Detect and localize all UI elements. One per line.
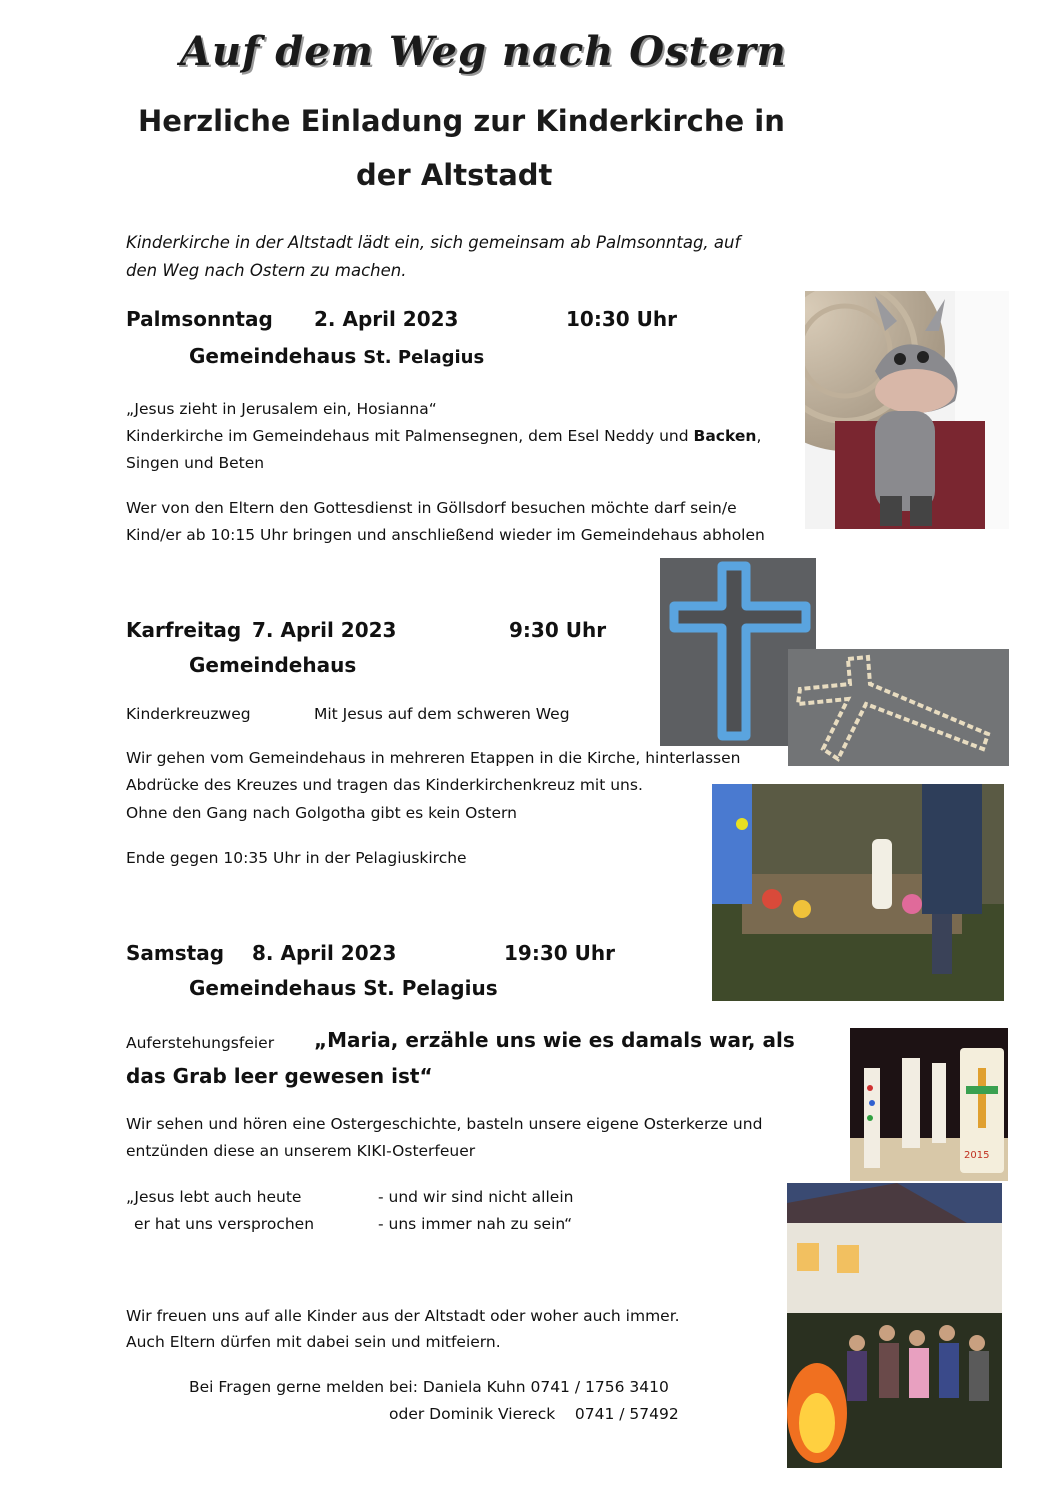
palmsonntag-venue bbox=[189, 344, 484, 368]
karfreitag-desc-3: Ohne den Gang nach Golgotha gibt es kein Ostern bbox=[126, 804, 517, 822]
easter-candles-photo bbox=[850, 1028, 1008, 1181]
desc-comma: , bbox=[756, 427, 762, 445]
venue-name: Gemeindehaus bbox=[189, 344, 357, 368]
subtitle-line-2: der Altstadt bbox=[356, 158, 553, 192]
palmsonntag-desc-line-2: Singen und Beten bbox=[126, 454, 265, 472]
samstag-motto-1: „Maria, erzähle uns wie es damals war, als bbox=[314, 1028, 795, 1052]
candle-year: 2015 bbox=[964, 1150, 990, 1161]
karfreitag-date: 7. April 2023 bbox=[252, 618, 397, 642]
intro-line-1: Kinderkirche in der Altstadt lädt ein, sich gemeinsam ab Palmsonntag, auf bbox=[126, 233, 741, 252]
samstag-venue: Gemeindehaus St. Pelagius bbox=[189, 976, 498, 1000]
karfreitag-venue: Gemeindehaus bbox=[189, 653, 357, 677]
palmsonntag-time: 10:30 Uhr bbox=[566, 307, 677, 331]
easter-fire-photo bbox=[787, 1183, 1002, 1468]
palmsonntag-quote: „Jesus zieht in Jerusalem ein, Hosianna“ bbox=[126, 400, 437, 418]
straw-cross-photo bbox=[788, 649, 1009, 766]
closing-line-2: Auch Eltern dürfen mit dabei sein und mitfeiern. bbox=[126, 1333, 501, 1351]
contact-line-1: Bei Fragen gerne melden bei: Daniela Kuhn 0741 / 1756 3410 bbox=[189, 1378, 669, 1396]
desc-text: Kinderkirche im Gemeindehaus mit Palmensegnen, dem Esel Neddy und bbox=[126, 427, 689, 445]
venue-suffix: St. Pelagius bbox=[363, 347, 485, 368]
palmsonntag-desc bbox=[126, 423, 761, 450]
karfreitag-desc-2: Abdrücke des Kreuzes und tragen das Kinderkirchenkreuz mit uns. bbox=[126, 776, 643, 794]
karfreitag-desc-1: Wir gehen vom Gemeindehaus in mehreren Etappen in die Kirche, hinterlassen bbox=[126, 749, 741, 767]
samstag-verse-left-1: „Jesus lebt auch heute bbox=[126, 1188, 302, 1206]
samstag-verse-right-1: - und wir sind nicht allein bbox=[378, 1188, 574, 1206]
samstag-label: Auferstehungsfeier bbox=[126, 1034, 275, 1052]
desc-bold: Backen bbox=[693, 427, 757, 445]
karfreitag-end: Ende gegen 10:35 Uhr in der Pelagiuskirche bbox=[126, 849, 467, 867]
intro-line-2: den Weg nach Ostern zu machen. bbox=[126, 261, 407, 280]
samstag-date: 8. April 2023 bbox=[252, 941, 397, 965]
samstag-desc-1: Wir sehen und hören eine Ostergeschichte, basteln unsere eigene Osterkerze und bbox=[126, 1115, 763, 1133]
palmsonntag-date: 2. April 2023 bbox=[314, 307, 459, 331]
children-flowers-photo bbox=[712, 784, 1004, 1001]
closing-line-1: Wir freuen uns auf alle Kinder aus der Altstadt oder woher auch immer. bbox=[126, 1307, 680, 1325]
samstag-day: Samstag bbox=[126, 941, 225, 965]
karfreitag-time: 9:30 Uhr bbox=[509, 618, 607, 642]
karfreitag-label: Kinderkreuzweg bbox=[126, 705, 251, 723]
palmsonntag-parents-1: Wer von den Eltern den Gottesdienst in Göllsdorf besuchen möchte darf sein/e bbox=[126, 499, 737, 517]
contact-line-2: oder Dominik Viereck 0741 / 57492 bbox=[389, 1405, 679, 1423]
subtitle-line-1: Herzliche Einladung zur Kinderkirche in bbox=[138, 104, 785, 138]
samstag-verse-right-2: - uns immer nah zu sein“ bbox=[378, 1215, 573, 1233]
samstag-desc-2: entzünden diese an unserem KIKI-Osterfeuer bbox=[126, 1142, 476, 1160]
page-title: Auf dem Weg nach Ostern bbox=[180, 28, 787, 75]
karfreitag-day: Karfreitag bbox=[126, 618, 242, 642]
karfreitag-motto: Mit Jesus auf dem schweren Weg bbox=[314, 705, 570, 723]
samstag-time: 19:30 Uhr bbox=[504, 941, 615, 965]
palmsonntag-day: Palmsonntag bbox=[126, 307, 273, 331]
samstag-motto-2: das Grab leer gewesen ist“ bbox=[126, 1064, 433, 1088]
donkey-photo bbox=[805, 291, 1009, 529]
palmsonntag-parents-2: Kind/er ab 10:15 Uhr bringen und anschließend wieder im Gemeindehaus abholen bbox=[126, 526, 765, 544]
samstag-verse-left-2: er hat uns versprochen bbox=[134, 1215, 315, 1233]
